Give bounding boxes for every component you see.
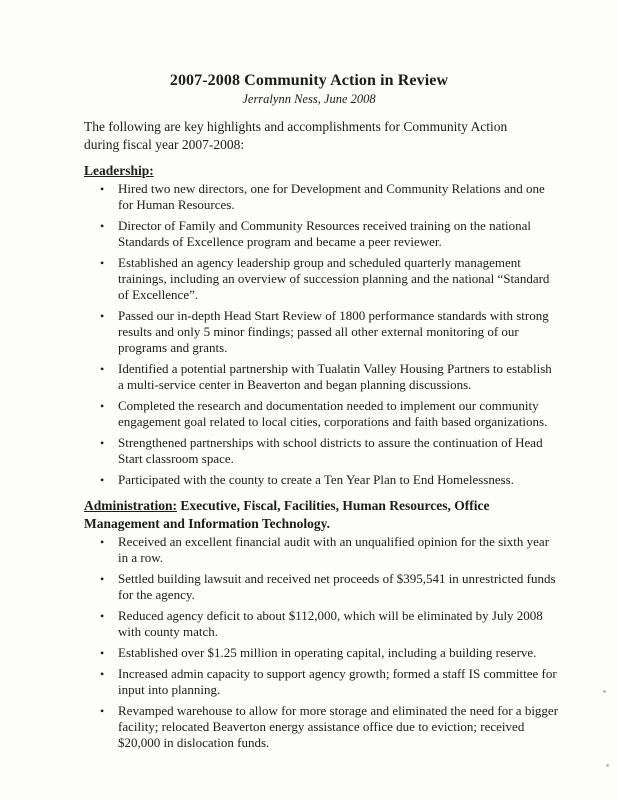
list-item-text: Established over $1.25 million in operating capital, including a building reserve. <box>118 645 537 660</box>
list-item <box>100 398 560 430</box>
section-heading-administration <box>84 497 554 533</box>
list-item <box>100 703 560 751</box>
bullet-icon: • <box>100 399 105 413</box>
list-item <box>100 218 560 250</box>
list-item-text: Settled building lawsuit and received net proceeds of $395,541 in unrestricted funds for the agency. <box>118 571 556 602</box>
administration-list <box>100 534 560 756</box>
list-item <box>100 472 560 488</box>
list-item <box>100 645 560 661</box>
bullet-icon: • <box>100 182 105 196</box>
list-item-text: Hired two new directors, one for Development and Community Relations and one for Human Resources. <box>118 181 545 212</box>
bullet-icon: • <box>100 535 105 549</box>
section-heading-leadership <box>84 162 554 180</box>
list-item-text: Revamped warehouse to allow for more storage and eliminated the need for a bigger facility; relocated Beaverton energy assistance office due to eviction; received $20,000 in dislocation funds. <box>118 703 559 750</box>
list-item-text: Participated with the county to create a Ten Year Plan to End Homelessness. <box>118 472 514 487</box>
bullet-icon: • <box>100 309 105 323</box>
list-item <box>100 571 560 603</box>
bullet-icon: • <box>100 704 105 718</box>
bullet-icon: • <box>100 219 105 233</box>
list-item-text: Increased admin capacity to support agency growth; formed a staff IS committee for input into planning. <box>118 666 557 697</box>
list-item-text: Strengthened partnerships with school districts to assure the continuation of Head Start classroom space. <box>118 435 543 466</box>
bullet-icon: • <box>100 609 105 623</box>
document-subtitle: Jerralynn Ness, June 2008 <box>242 92 376 106</box>
list-item <box>100 181 560 213</box>
list-item <box>100 255 560 303</box>
list-item-text: Reduced agency deficit to about $112,000, which will be eliminated by July 2008 with county match. <box>118 608 543 639</box>
section-heading-rest: Executive, Fiscal, Facilities, Human Resources, Office Management and Information Technology. <box>84 498 490 531</box>
list-item-text: Completed the research and documentation needed to implement our community engagement goal related to local cities, corporations and faith based organizations. <box>118 398 548 429</box>
list-item <box>100 666 560 698</box>
list-item-text: Identified a potential partnership with Tualatin Valley Housing Partners to establish a multi-service center in Beaverton and began planning discussions. <box>118 361 552 392</box>
scan-speck <box>603 690 606 693</box>
bullet-icon: • <box>100 362 105 376</box>
document-title: 2007-2008 Community Action in Review <box>169 72 449 89</box>
intro-paragraph: The following are key highlights and accomplishments for Community Action during fiscal year 2007-2008: <box>84 119 508 152</box>
bullet-icon: • <box>100 473 105 487</box>
bullet-icon: • <box>100 256 105 270</box>
scan-speck <box>606 764 609 767</box>
section-heading-label: Administration: <box>84 498 178 513</box>
bullet-icon: • <box>100 436 105 450</box>
bullet-icon: • <box>100 667 105 681</box>
list-item <box>100 608 560 640</box>
bullet-icon: • <box>100 572 105 586</box>
list-item <box>100 534 560 566</box>
section-heading-label: Leadership: <box>84 163 154 178</box>
list-item-text: Passed our in-depth Head Start Review of 1800 performance standards with strong results and only 5 minor findings; passed all other external monitoring of our programs and grants. <box>118 308 549 355</box>
bullet-icon: • <box>100 646 105 660</box>
list-item <box>100 361 560 393</box>
leadership-list <box>100 181 560 493</box>
list-item <box>100 435 560 467</box>
list-item-text: Director of Family and Community Resources received training on the national Standards of Excellence program and became a peer reviewer. <box>118 218 532 249</box>
list-item <box>100 308 560 356</box>
list-item-text: Received an excellent financial audit with an unqualified opinion for the sixth year in a row. <box>118 534 550 565</box>
list-item-text: Established an agency leadership group and scheduled quarterly management trainings, including an overview of succession planning and the national “Standard of Excellence”. <box>118 255 550 302</box>
